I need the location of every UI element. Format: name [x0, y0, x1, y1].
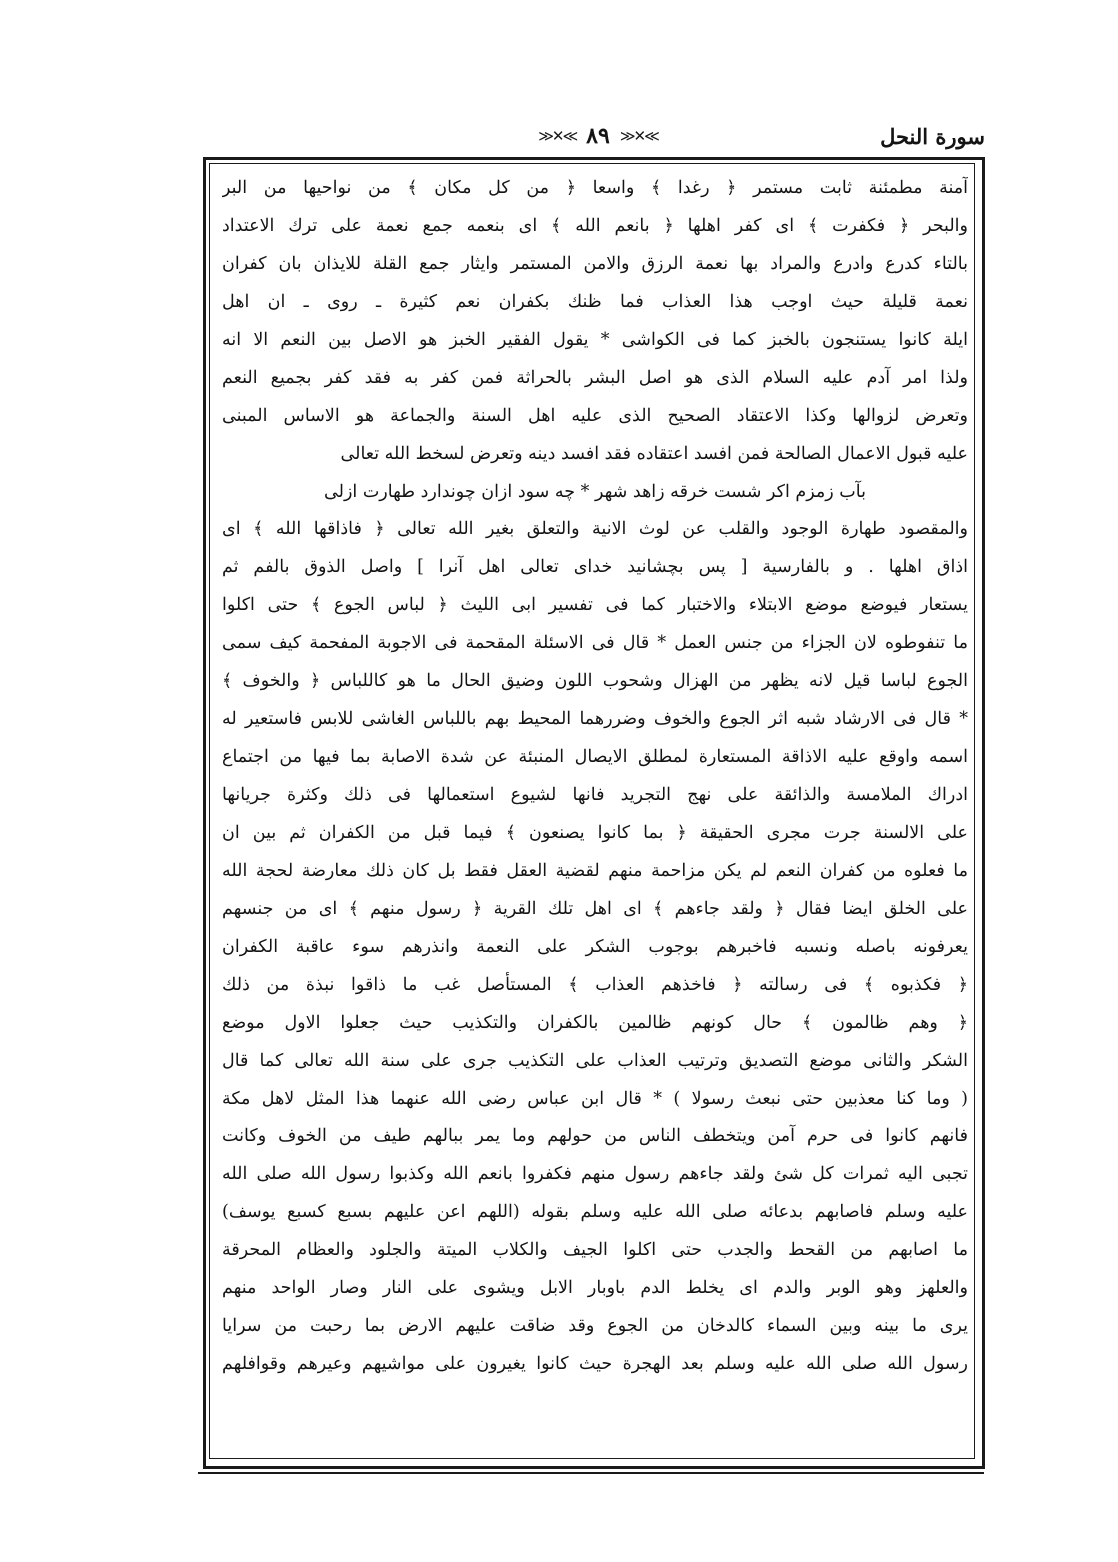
- text-line: يستعار فيوضع موضع الابتلاء والاختبار كما فى تفسير ابى الليث ﴿ لباس الجوع ﴾ حتى اكلوا: [222, 595, 968, 616]
- text-line: اسمه واوقع عليه الاذاقة المستعارة لمطلق الايصال المنبئة عن شدة الاصابة بما فيها من اجتماع: [222, 747, 968, 768]
- text-line: يعرفونه باصله ونسبه فاخبرهم بوجوب الشكر على النعمة وانذرهم سوء عاقبة الكفران: [222, 936, 968, 957]
- text-line: والبحر ﴿ فكفرت ﴾ اى كفر اهلها ﴿ بانعم الله ﴾ اى بنعمه جمع نعمة على ترك الاعتداد: [222, 215, 968, 236]
- page-frame-bottom-rule: [198, 1472, 984, 1474]
- text-line: ادراك الملامسة والذائقة على نهج التجريد فانها لشيوع استعمالها فى ذلك وكثرة جريانها: [222, 785, 968, 805]
- text-line: فانهم كانوا فى حرم آمن ويتخطف الناس من حولهم وما يمر ببالهم طيف من الخوف وكانت: [222, 1126, 968, 1147]
- text-line: تجبى اليه ثمرات كل شئ ولقد جاءهم رسول منهم فكفروا بانعم الله وكذبوا رسول الله صلى الله: [222, 1164, 968, 1185]
- page-number: ٨٩: [586, 123, 610, 149]
- text-line: على الالسنة جرت مجرى الحقيقة ﴿ بما كانوا يصنعون ﴾ فيما قبل من الكفران ثم بين ان: [222, 822, 968, 843]
- surah-name: سورة النحل: [880, 124, 985, 149]
- text-line: ( وما كنا معذبين حتى نبعث رسولا ) * قال ابن عباس رضى الله عنهما هذا المثل لاهل مكة: [222, 1088, 968, 1109]
- text-line: والعلهز وهو الوبر والدم اى يخلط الدم باوبار الابل ويشوى على النار وصار الواحد منهم: [222, 1278, 968, 1299]
- text-line: وتعرض لزوالها وكذا الاعتقاد الصحيح الذى عليه اهل السنة والجماعة هو الاساس المبنى: [222, 405, 968, 426]
- page-header: [203, 118, 985, 158]
- text-line: ايلة كانوا يستنجون بالخبز كما فى الكواشى * يقول الفقير الخبز هو الاصل بين النعم الا انه: [222, 329, 968, 350]
- persian-verse-line: بآب زمزم اكر شست خرقه زاهد شهر * چه سود ازان چوندارد طهارت ازلى: [324, 481, 866, 502]
- page-number-block: [493, 120, 703, 152]
- text-line: رسول الله صلى الله عليه وسلم بعد الهجرة حيث كانوا يغيرون على مواشيهم وعيرهم وقوافلهم: [222, 1354, 968, 1375]
- text-line: ﴿ فكذبوه ﴾ فى رسالته ﴿ فاخذهم العذاب ﴾ المستأصل غب ما ذاقوا نبذة من ذلك: [222, 974, 968, 995]
- ornament-right: ≫✕≪: [619, 127, 658, 145]
- text-line: اذاق اهلها . و بالفارسية [ پس بچشانيد خداى تعالى اهل آنرا ] واصل الذوق بالفم ثم: [222, 557, 968, 578]
- text-line: يرى ما بينه وبين السماء كالدخان من الجوع وقد ضاقت عليهم الارض بما رحبت من سرايا: [222, 1316, 968, 1337]
- text-line: ما اصابهم من القحط والجدب حتى اكلوا الجيف والكلاب الميتة والجلود والعظام المحرقة: [222, 1240, 968, 1261]
- text-line: على الخلق ايضا فقال ﴿ ولقد جاءهم ﴾ اى اهل تلك القرية ﴿ رسول منهم ﴾ اى من جنسهم: [222, 898, 968, 919]
- text-line: الشكر والثانى موضع التصديق وترتيب العذاب على التكذيب جرى على سنة الله تعالى كما قال: [222, 1050, 968, 1071]
- text-line: ﴿ وهم ظالمون ﴾ حال كونهم ظالمين بالكفران والتكذيب حيث جعلوا الاول موضع: [222, 1012, 968, 1033]
- text-line: الجوع لباسا قيل لانه يظهر من الهزال وشحوب اللون وضيق الحال ما هو كاللباس ﴿ والخوف ﴾: [222, 671, 968, 692]
- ornament-left: ≫✕≪: [538, 127, 577, 145]
- text-line: آمنة مطمئنة ثابت مستمر ﴿ رغدا ﴾ واسعا ﴿ من كل مكان ﴾ من نواحيها من البر: [222, 178, 968, 198]
- text-line: والمقصود طهارة الوجود والقلب عن لوث الانية والتعلق بغير الله تعالى ﴿ فاذاقها الله ﴾ اى: [222, 519, 968, 540]
- text-line: ما فعلوه من كفران النعم لم يكن مزاحمة منهم لقضية العقل فقط بل كان ذلك معارضة لحجة الله: [222, 860, 968, 881]
- text-line: عليه وسلم فاصابهم بدعائه صلى الله عليه وسلم بقوله (اللهم اعن عليهم بسبع كسبع يوسف): [222, 1202, 968, 1223]
- body-text: [222, 170, 968, 1460]
- text-line: عليه قبول الاعمال الصالحة فمن افسد اعتقاده فقد افسد دينه وتعرض لسخط الله تعالى: [340, 443, 968, 464]
- text-line: * قال فى الارشاد شبه اثر الجوع والخوف وضررهما المحيط بهم باللباس الغاشى للابس فاستعير له: [222, 709, 968, 730]
- text-line: نعمة قليلة حيث اوجب هذا العذاب فما ظنك بكفران نعم كثيرة ـ روى ـ ان اهل: [222, 291, 968, 312]
- text-line: ما تنفوطوه لان الجزاء من جنس العمل * قال فى الاسئلة المقحمة فى الاجوبة المفحمة كيف سمى: [222, 633, 968, 654]
- text-line: بالتاء كدرع وادرع والمراد بها نعمة الرزق والامن المستمر وايثار جمع القلة للايذان بان كفران: [222, 253, 968, 274]
- text-line: ولذا امر آدم عليه السلام الذى هو اصل البشر بالحراثة فمن كفر به فقد كفر بجميع النعم: [222, 367, 968, 388]
